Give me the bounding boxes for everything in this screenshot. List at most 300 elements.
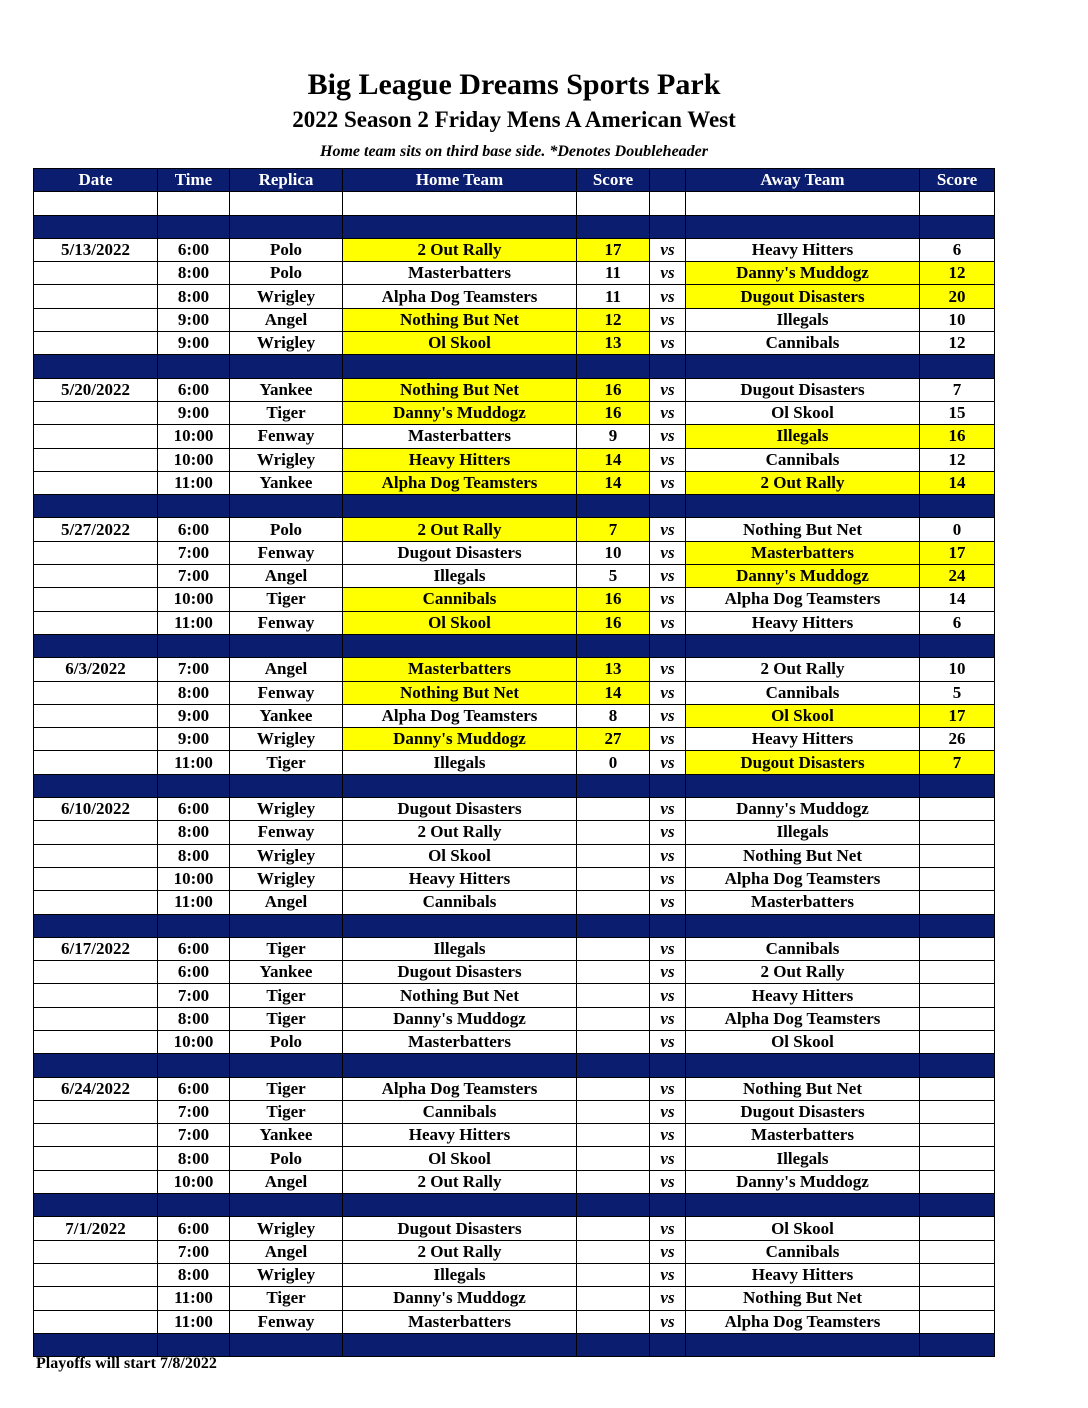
home-team: Masterbatters	[343, 1310, 577, 1333]
away-team: Danny's Muddogz	[686, 1170, 920, 1193]
game-date	[34, 681, 158, 704]
game-replica: Yankee	[230, 1124, 343, 1147]
game-row	[34, 401, 995, 424]
home-score: 17	[577, 238, 650, 261]
home-team: Ol Skool	[343, 611, 577, 634]
versus-label: vs	[650, 565, 686, 588]
away-score	[920, 1310, 995, 1333]
home-team: Cannibals	[343, 588, 577, 611]
away-score: 14	[920, 471, 995, 494]
home-score	[577, 937, 650, 960]
away-team: Cannibals	[686, 937, 920, 960]
away-team: 2 Out Rally	[686, 961, 920, 984]
game-time: 7:00	[158, 541, 230, 564]
away-team: Nothing But Net	[686, 844, 920, 867]
away-team: 2 Out Rally	[686, 658, 920, 681]
home-team: 2 Out Rally	[343, 1170, 577, 1193]
game-time: 10:00	[158, 1030, 230, 1053]
game-time: 9:00	[158, 401, 230, 424]
away-score	[920, 1030, 995, 1053]
versus-label: vs	[650, 821, 686, 844]
versus-label: vs	[650, 518, 686, 541]
game-row	[34, 471, 995, 494]
week-separator	[34, 1333, 995, 1356]
game-row	[34, 937, 995, 960]
game-row	[34, 308, 995, 331]
schedule-table	[33, 168, 995, 1357]
away-team: Dugout Disasters	[686, 378, 920, 401]
versus-label: vs	[650, 1030, 686, 1053]
away-score	[920, 1100, 995, 1123]
game-time: 11:00	[158, 1287, 230, 1310]
away-score	[920, 891, 995, 914]
game-replica: Fenway	[230, 541, 343, 564]
game-time: 11:00	[158, 471, 230, 494]
game-date	[34, 541, 158, 564]
game-date	[34, 1007, 158, 1030]
home-team: Illegals	[343, 937, 577, 960]
away-team: Masterbatters	[686, 891, 920, 914]
versus-label: vs	[650, 1263, 686, 1286]
game-time: 8:00	[158, 821, 230, 844]
game-row	[34, 798, 995, 821]
game-date	[34, 285, 158, 308]
home-team: 2 Out Rally	[343, 238, 577, 261]
week-separator	[34, 774, 995, 797]
home-score: 5	[577, 565, 650, 588]
away-team: Ol Skool	[686, 401, 920, 424]
page-title: Big League Dreams Sports Park	[307, 68, 721, 101]
game-row	[34, 1263, 995, 1286]
game-date	[34, 961, 158, 984]
game-replica: Tiger	[230, 751, 343, 774]
game-replica: Fenway	[230, 681, 343, 704]
column-header: Replica	[230, 169, 343, 192]
away-team: Heavy Hitters	[686, 728, 920, 751]
home-score: 16	[577, 401, 650, 424]
away-team: Cannibals	[686, 1240, 920, 1263]
away-team: 2 Out Rally	[686, 471, 920, 494]
game-row	[34, 681, 995, 704]
home-team: Heavy Hitters	[343, 1124, 577, 1147]
game-date	[34, 751, 158, 774]
game-date: 6/24/2022	[34, 1077, 158, 1100]
game-time: 10:00	[158, 448, 230, 471]
home-team: 2 Out Rally	[343, 821, 577, 844]
versus-label: vs	[650, 541, 686, 564]
away-team: Danny's Muddogz	[686, 565, 920, 588]
game-date	[34, 262, 158, 285]
away-score: 26	[920, 728, 995, 751]
away-team: Alpha Dog Teamsters	[686, 1310, 920, 1333]
game-replica: Polo	[230, 1030, 343, 1053]
game-time: 11:00	[158, 611, 230, 634]
game-time: 6:00	[158, 961, 230, 984]
home-score	[577, 1077, 650, 1100]
away-score	[920, 984, 995, 1007]
away-score: 5	[920, 681, 995, 704]
game-date	[34, 425, 158, 448]
versus-label: vs	[650, 961, 686, 984]
home-score: 16	[577, 588, 650, 611]
game-date	[34, 1100, 158, 1123]
home-score	[577, 1147, 650, 1170]
home-score	[577, 1100, 650, 1123]
versus-label: vs	[650, 588, 686, 611]
game-time: 10:00	[158, 425, 230, 448]
away-team: Nothing But Net	[686, 1077, 920, 1100]
away-team: Heavy Hitters	[686, 984, 920, 1007]
game-row	[34, 1100, 995, 1123]
away-score: 10	[920, 308, 995, 331]
away-score	[920, 867, 995, 890]
away-team: Illegals	[686, 821, 920, 844]
away-team: Dugout Disasters	[686, 751, 920, 774]
home-team: Alpha Dog Teamsters	[343, 1077, 577, 1100]
home-score: 8	[577, 704, 650, 727]
column-header: Score	[920, 169, 995, 192]
game-date	[34, 844, 158, 867]
home-team: Alpha Dog Teamsters	[343, 704, 577, 727]
game-time: 11:00	[158, 1310, 230, 1333]
week-separator	[34, 634, 995, 657]
away-team: Alpha Dog Teamsters	[686, 588, 920, 611]
game-date	[34, 1170, 158, 1193]
game-row	[34, 1170, 995, 1193]
away-team: Nothing But Net	[686, 1287, 920, 1310]
away-score	[920, 937, 995, 960]
game-replica: Angel	[230, 565, 343, 588]
home-score: 13	[577, 332, 650, 355]
column-header: Date	[34, 169, 158, 192]
game-time: 8:00	[158, 681, 230, 704]
game-time: 10:00	[158, 1170, 230, 1193]
game-time: 6:00	[158, 378, 230, 401]
away-score	[920, 1170, 995, 1193]
home-team: Dugout Disasters	[343, 541, 577, 564]
away-score	[920, 821, 995, 844]
game-time: 9:00	[158, 704, 230, 727]
versus-label: vs	[650, 704, 686, 727]
home-score	[577, 1030, 650, 1053]
home-score	[577, 844, 650, 867]
game-time: 6:00	[158, 937, 230, 960]
away-team: Heavy Hitters	[686, 611, 920, 634]
week-separator	[34, 355, 995, 378]
game-date	[34, 1263, 158, 1286]
game-replica: Tiger	[230, 1100, 343, 1123]
away-score	[920, 1124, 995, 1147]
away-team: Cannibals	[686, 681, 920, 704]
game-time: 8:00	[158, 1263, 230, 1286]
home-team: Cannibals	[343, 1100, 577, 1123]
away-team: Dugout Disasters	[686, 1100, 920, 1123]
game-row	[34, 262, 995, 285]
game-time: 7:00	[158, 984, 230, 1007]
home-score	[577, 891, 650, 914]
game-row	[34, 961, 995, 984]
home-team: Masterbatters	[343, 425, 577, 448]
versus-label: vs	[650, 1124, 686, 1147]
game-replica: Yankee	[230, 961, 343, 984]
game-date	[34, 308, 158, 331]
game-row	[34, 1124, 995, 1147]
game-row	[34, 704, 995, 727]
game-replica: Wrigley	[230, 728, 343, 751]
game-row	[34, 425, 995, 448]
game-time: 7:00	[158, 1240, 230, 1263]
home-score	[577, 1170, 650, 1193]
game-row	[34, 1147, 995, 1170]
game-date	[34, 1147, 158, 1170]
away-score: 16	[920, 425, 995, 448]
versus-label: vs	[650, 262, 686, 285]
game-date	[34, 588, 158, 611]
home-score: 11	[577, 285, 650, 308]
blank-row	[34, 192, 995, 215]
away-team: Illegals	[686, 425, 920, 448]
away-score: 12	[920, 448, 995, 471]
home-team: Masterbatters	[343, 262, 577, 285]
away-score: 7	[920, 751, 995, 774]
game-date	[34, 728, 158, 751]
game-date: 7/1/2022	[34, 1217, 158, 1240]
game-time: 11:00	[158, 891, 230, 914]
away-score	[920, 1147, 995, 1170]
away-team: Heavy Hitters	[686, 238, 920, 261]
game-date	[34, 471, 158, 494]
home-score: 14	[577, 448, 650, 471]
page-note: Home team sits on third base side. *Denotes Doubleheader	[320, 143, 708, 160]
game-replica: Polo	[230, 238, 343, 261]
versus-label: vs	[650, 1217, 686, 1240]
game-replica: Fenway	[230, 611, 343, 634]
home-score	[577, 1263, 650, 1286]
home-team: Ol Skool	[343, 1147, 577, 1170]
versus-label: vs	[650, 728, 686, 751]
home-team: Nothing But Net	[343, 681, 577, 704]
versus-label: vs	[650, 308, 686, 331]
versus-label: vs	[650, 448, 686, 471]
game-date	[34, 565, 158, 588]
home-team: Illegals	[343, 1263, 577, 1286]
game-date: 5/13/2022	[34, 238, 158, 261]
game-time: 10:00	[158, 867, 230, 890]
game-row	[34, 1240, 995, 1263]
game-time: 8:00	[158, 262, 230, 285]
versus-label: vs	[650, 1147, 686, 1170]
game-row	[34, 751, 995, 774]
game-row	[34, 1007, 995, 1030]
home-team: Nothing But Net	[343, 378, 577, 401]
away-team: Alpha Dog Teamsters	[686, 867, 920, 890]
home-score	[577, 798, 650, 821]
home-score: 0	[577, 751, 650, 774]
home-score	[577, 984, 650, 1007]
home-team: Heavy Hitters	[343, 867, 577, 890]
away-team: Cannibals	[686, 332, 920, 355]
home-team: Masterbatters	[343, 658, 577, 681]
home-score	[577, 1007, 650, 1030]
game-time: 11:00	[158, 751, 230, 774]
game-date	[34, 821, 158, 844]
game-time: 6:00	[158, 518, 230, 541]
game-time: 9:00	[158, 332, 230, 355]
versus-label: vs	[650, 238, 686, 261]
home-score	[577, 1217, 650, 1240]
game-time: 7:00	[158, 658, 230, 681]
home-score: 14	[577, 471, 650, 494]
game-row	[34, 1077, 995, 1100]
game-replica: Fenway	[230, 821, 343, 844]
versus-label: vs	[650, 867, 686, 890]
versus-label: vs	[650, 1287, 686, 1310]
home-team: Nothing But Net	[343, 984, 577, 1007]
away-team: Masterbatters	[686, 541, 920, 564]
versus-label: vs	[650, 984, 686, 1007]
game-row	[34, 891, 995, 914]
game-replica: Angel	[230, 658, 343, 681]
game-date	[34, 448, 158, 471]
away-score	[920, 844, 995, 867]
away-team: Dugout Disasters	[686, 285, 920, 308]
away-score	[920, 1263, 995, 1286]
versus-label: vs	[650, 751, 686, 774]
versus-label: vs	[650, 425, 686, 448]
game-replica: Wrigley	[230, 844, 343, 867]
column-header: Away Team	[686, 169, 920, 192]
game-replica: Yankee	[230, 704, 343, 727]
game-replica: Wrigley	[230, 448, 343, 471]
away-team: Danny's Muddogz	[686, 262, 920, 285]
away-team: Alpha Dog Teamsters	[686, 1007, 920, 1030]
game-row	[34, 588, 995, 611]
home-team: Danny's Muddogz	[343, 1007, 577, 1030]
versus-label: vs	[650, 844, 686, 867]
game-date	[34, 1240, 158, 1263]
versus-label: vs	[650, 1310, 686, 1333]
home-team: Heavy Hitters	[343, 448, 577, 471]
home-score: 13	[577, 658, 650, 681]
game-replica: Angel	[230, 308, 343, 331]
away-score: 17	[920, 541, 995, 564]
home-team: Illegals	[343, 751, 577, 774]
versus-label: vs	[650, 471, 686, 494]
week-separator	[34, 914, 995, 937]
home-team: 2 Out Rally	[343, 518, 577, 541]
game-row	[34, 238, 995, 261]
game-time: 6:00	[158, 1077, 230, 1100]
home-score: 7	[577, 518, 650, 541]
game-row	[34, 658, 995, 681]
versus-label: vs	[650, 1077, 686, 1100]
home-score: 12	[577, 308, 650, 331]
versus-label: vs	[650, 1170, 686, 1193]
game-replica: Fenway	[230, 425, 343, 448]
home-team: Cannibals	[343, 891, 577, 914]
versus-label: vs	[650, 891, 686, 914]
away-score	[920, 798, 995, 821]
game-date	[34, 704, 158, 727]
header-row	[34, 169, 995, 192]
game-row	[34, 1310, 995, 1333]
home-score	[577, 821, 650, 844]
home-team: Danny's Muddogz	[343, 401, 577, 424]
game-row	[34, 984, 995, 1007]
game-date: 5/27/2022	[34, 518, 158, 541]
playoffs-note: Playoffs will start 7/8/2022	[36, 1355, 217, 1372]
game-row	[34, 378, 995, 401]
game-replica: Tiger	[230, 984, 343, 1007]
away-score	[920, 1077, 995, 1100]
versus-label: vs	[650, 378, 686, 401]
away-team: Cannibals	[686, 448, 920, 471]
home-team: Nothing But Net	[343, 308, 577, 331]
away-team: Heavy Hitters	[686, 1263, 920, 1286]
game-row	[34, 867, 995, 890]
away-score: 17	[920, 704, 995, 727]
game-replica: Wrigley	[230, 1217, 343, 1240]
game-date: 6/3/2022	[34, 658, 158, 681]
game-row	[34, 844, 995, 867]
game-time: 7:00	[158, 565, 230, 588]
away-score	[920, 1240, 995, 1263]
home-score	[577, 1124, 650, 1147]
versus-label: vs	[650, 401, 686, 424]
game-row	[34, 1287, 995, 1310]
away-team: Ol Skool	[686, 704, 920, 727]
away-team: Illegals	[686, 1147, 920, 1170]
game-time: 9:00	[158, 308, 230, 331]
game-row	[34, 1030, 995, 1053]
game-row	[34, 1217, 995, 1240]
column-header: Home Team	[343, 169, 577, 192]
away-score: 20	[920, 285, 995, 308]
away-score: 15	[920, 401, 995, 424]
away-score: 10	[920, 658, 995, 681]
game-row	[34, 541, 995, 564]
away-score	[920, 1287, 995, 1310]
game-replica: Tiger	[230, 401, 343, 424]
versus-label: vs	[650, 681, 686, 704]
game-row	[34, 611, 995, 634]
game-row	[34, 821, 995, 844]
home-team: Ol Skool	[343, 844, 577, 867]
home-score: 9	[577, 425, 650, 448]
game-date	[34, 1287, 158, 1310]
game-replica: Tiger	[230, 588, 343, 611]
versus-label: vs	[650, 611, 686, 634]
game-time: 6:00	[158, 1217, 230, 1240]
home-team: Danny's Muddogz	[343, 1287, 577, 1310]
home-team: Masterbatters	[343, 1030, 577, 1053]
home-score: 10	[577, 541, 650, 564]
game-replica: Polo	[230, 518, 343, 541]
home-team: Illegals	[343, 565, 577, 588]
game-row	[34, 285, 995, 308]
game-row	[34, 332, 995, 355]
game-replica: Polo	[230, 262, 343, 285]
away-score	[920, 1007, 995, 1030]
away-team: Masterbatters	[686, 1124, 920, 1147]
game-row	[34, 518, 995, 541]
game-date	[34, 891, 158, 914]
home-score: 16	[577, 378, 650, 401]
away-score: 12	[920, 262, 995, 285]
away-score: 6	[920, 611, 995, 634]
away-score: 14	[920, 588, 995, 611]
home-score: 16	[577, 611, 650, 634]
